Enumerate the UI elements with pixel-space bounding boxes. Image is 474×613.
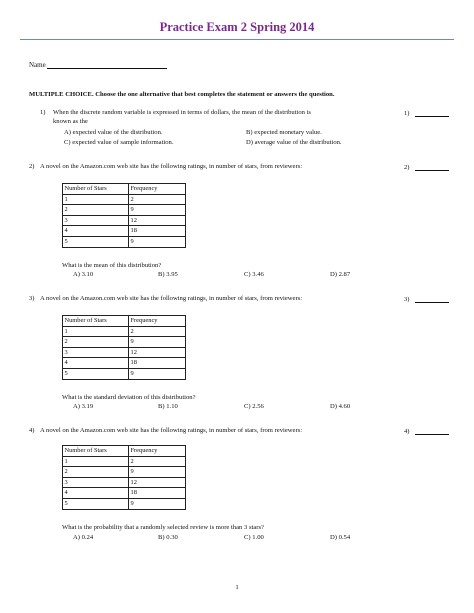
q1-stem-line1: When the discrete random variable is expressed in terms of dollars, the mean of the distribution is — [53, 109, 311, 116]
table-row — [63, 205, 186, 216]
q2-option-a: A) 3.10 — [73, 271, 94, 278]
q3-option-c: C) 2.56 — [244, 403, 264, 410]
frequency-cell: 9 — [129, 205, 186, 216]
q1-answer-slot — [404, 109, 449, 117]
header-frequency: Frequency — [129, 446, 186, 457]
table-row — [63, 467, 186, 478]
stars-cell: 5 — [63, 236, 129, 247]
q3-stem: A novel on the Amazon.com web site has the following ratings, in number of stars, from reviewers: — [40, 295, 303, 302]
stars-cell: 2 — [63, 467, 129, 478]
q2-option-c: C) 3.46 — [244, 271, 264, 278]
q3-answer-slot — [404, 295, 449, 303]
stars-cell: 4 — [63, 226, 129, 237]
q3-number: 3) — [29, 295, 35, 302]
table-row — [63, 215, 186, 226]
page-number: 1 — [235, 584, 239, 591]
q4-side-number: 4) — [404, 428, 410, 435]
q1-stem-line2: known as the — [53, 118, 88, 125]
frequency-cell: 18 — [129, 226, 186, 237]
q3-frequency-table — [62, 315, 186, 380]
table-row — [63, 368, 186, 379]
name-label: Name — [29, 61, 46, 69]
stars-cell: 4 — [63, 358, 129, 369]
table-row — [63, 326, 186, 337]
q2-option-d: D) 2.87 — [330, 271, 351, 278]
stars-cell: 1 — [63, 326, 129, 337]
q1-side-number: 1) — [404, 110, 410, 117]
q4-answer-line — [415, 427, 449, 435]
q4-option-c: C) 1.00 — [244, 534, 264, 541]
q1-option-c: C) expected value of sample information. — [64, 139, 174, 146]
table-row — [63, 456, 186, 467]
name-blank-line — [47, 60, 167, 69]
q4-question: What is the probability that a randomly selected review is more than 3 stars? — [62, 524, 264, 531]
q1-answer-line — [415, 109, 449, 117]
header-stars: Number of Stars — [63, 316, 129, 327]
stars-cell: 4 — [63, 488, 129, 499]
instructions: MULTIPLE CHOICE. Choose the one alternative that best completes the statement or answers the question. — [29, 91, 335, 98]
frequency-cell: 12 — [129, 477, 186, 488]
q4-option-a: A) 0.24 — [73, 534, 94, 541]
frequency-cell: 9 — [129, 337, 186, 348]
header-frequency: Frequency — [129, 316, 186, 327]
table-header-row — [63, 446, 186, 457]
q2-number: 2) — [29, 163, 35, 170]
q2-question: What is the mean of this distribution? — [62, 262, 162, 269]
table-row — [63, 236, 186, 247]
frequency-cell: 2 — [129, 194, 186, 205]
table-row — [63, 337, 186, 348]
stars-cell: 5 — [63, 498, 129, 509]
frequency-cell: 9 — [129, 368, 186, 379]
q1-option-a: A) expected value of the distribution. — [64, 129, 163, 136]
q2-answer-slot — [404, 163, 449, 171]
frequency-cell: 12 — [129, 347, 186, 358]
stars-cell: 3 — [63, 347, 129, 358]
q2-option-b: B) 3.95 — [158, 271, 178, 278]
stars-cell: 2 — [63, 337, 129, 348]
q1-option-b: B) expected monetary value. — [246, 129, 322, 136]
frequency-cell: 18 — [129, 488, 186, 499]
q4-frequency-table — [62, 445, 186, 510]
frequency-cell: 18 — [129, 358, 186, 369]
header-frequency: Frequency — [129, 184, 186, 195]
q3-answer-line — [415, 295, 449, 303]
q2-side-number: 2) — [404, 164, 410, 171]
q3-option-a: A) 3.19 — [73, 403, 94, 410]
q4-option-d: D) 0.54 — [330, 534, 351, 541]
q3-question: What is the standard deviation of this distribution? — [62, 394, 196, 401]
table-row — [63, 226, 186, 237]
page-title: Practice Exam 2 Spring 2014 — [159, 20, 315, 34]
table-row — [63, 498, 186, 509]
q3-side-number: 3) — [404, 296, 410, 303]
frequency-cell: 9 — [129, 467, 186, 478]
frequency-cell: 9 — [129, 236, 186, 247]
q4-option-b: B) 0.30 — [158, 534, 178, 541]
q3-option-b: B) 1.10 — [158, 403, 178, 410]
q4-stem: A novel on the Amazon.com web site has the following ratings, in number of stars, from reviewers: — [40, 427, 303, 434]
table-row — [63, 358, 186, 369]
q4-number: 4) — [29, 427, 35, 434]
stars-cell: 5 — [63, 368, 129, 379]
frequency-cell: 2 — [129, 326, 186, 337]
table-row — [63, 477, 186, 488]
title-divider — [20, 39, 454, 40]
q3-option-d: D) 4.60 — [330, 403, 351, 410]
header-stars: Number of Stars — [63, 446, 129, 457]
q2-answer-line — [415, 163, 449, 171]
q2-stem: A novel on the Amazon.com web site has the following ratings, in number of stars, from reviewers: — [40, 163, 303, 170]
table-header-row — [63, 184, 186, 195]
frequency-cell: 12 — [129, 215, 186, 226]
frequency-cell: 2 — [129, 456, 186, 467]
q1-number: 1) — [40, 109, 46, 116]
stars-cell: 2 — [63, 205, 129, 216]
stars-cell: 1 — [63, 456, 129, 467]
frequency-cell: 9 — [129, 498, 186, 509]
stars-cell: 3 — [63, 215, 129, 226]
table-row — [63, 488, 186, 499]
stars-cell: 1 — [63, 194, 129, 205]
stars-cell: 3 — [63, 477, 129, 488]
table-row — [63, 347, 186, 358]
q4-answer-slot — [404, 427, 449, 435]
q2-frequency-table — [62, 183, 186, 248]
table-row — [63, 194, 186, 205]
header-stars: Number of Stars — [63, 184, 129, 195]
table-header-row — [63, 316, 186, 327]
name-row — [29, 60, 167, 69]
q1-option-d: D) average value of the distribution. — [246, 139, 342, 146]
